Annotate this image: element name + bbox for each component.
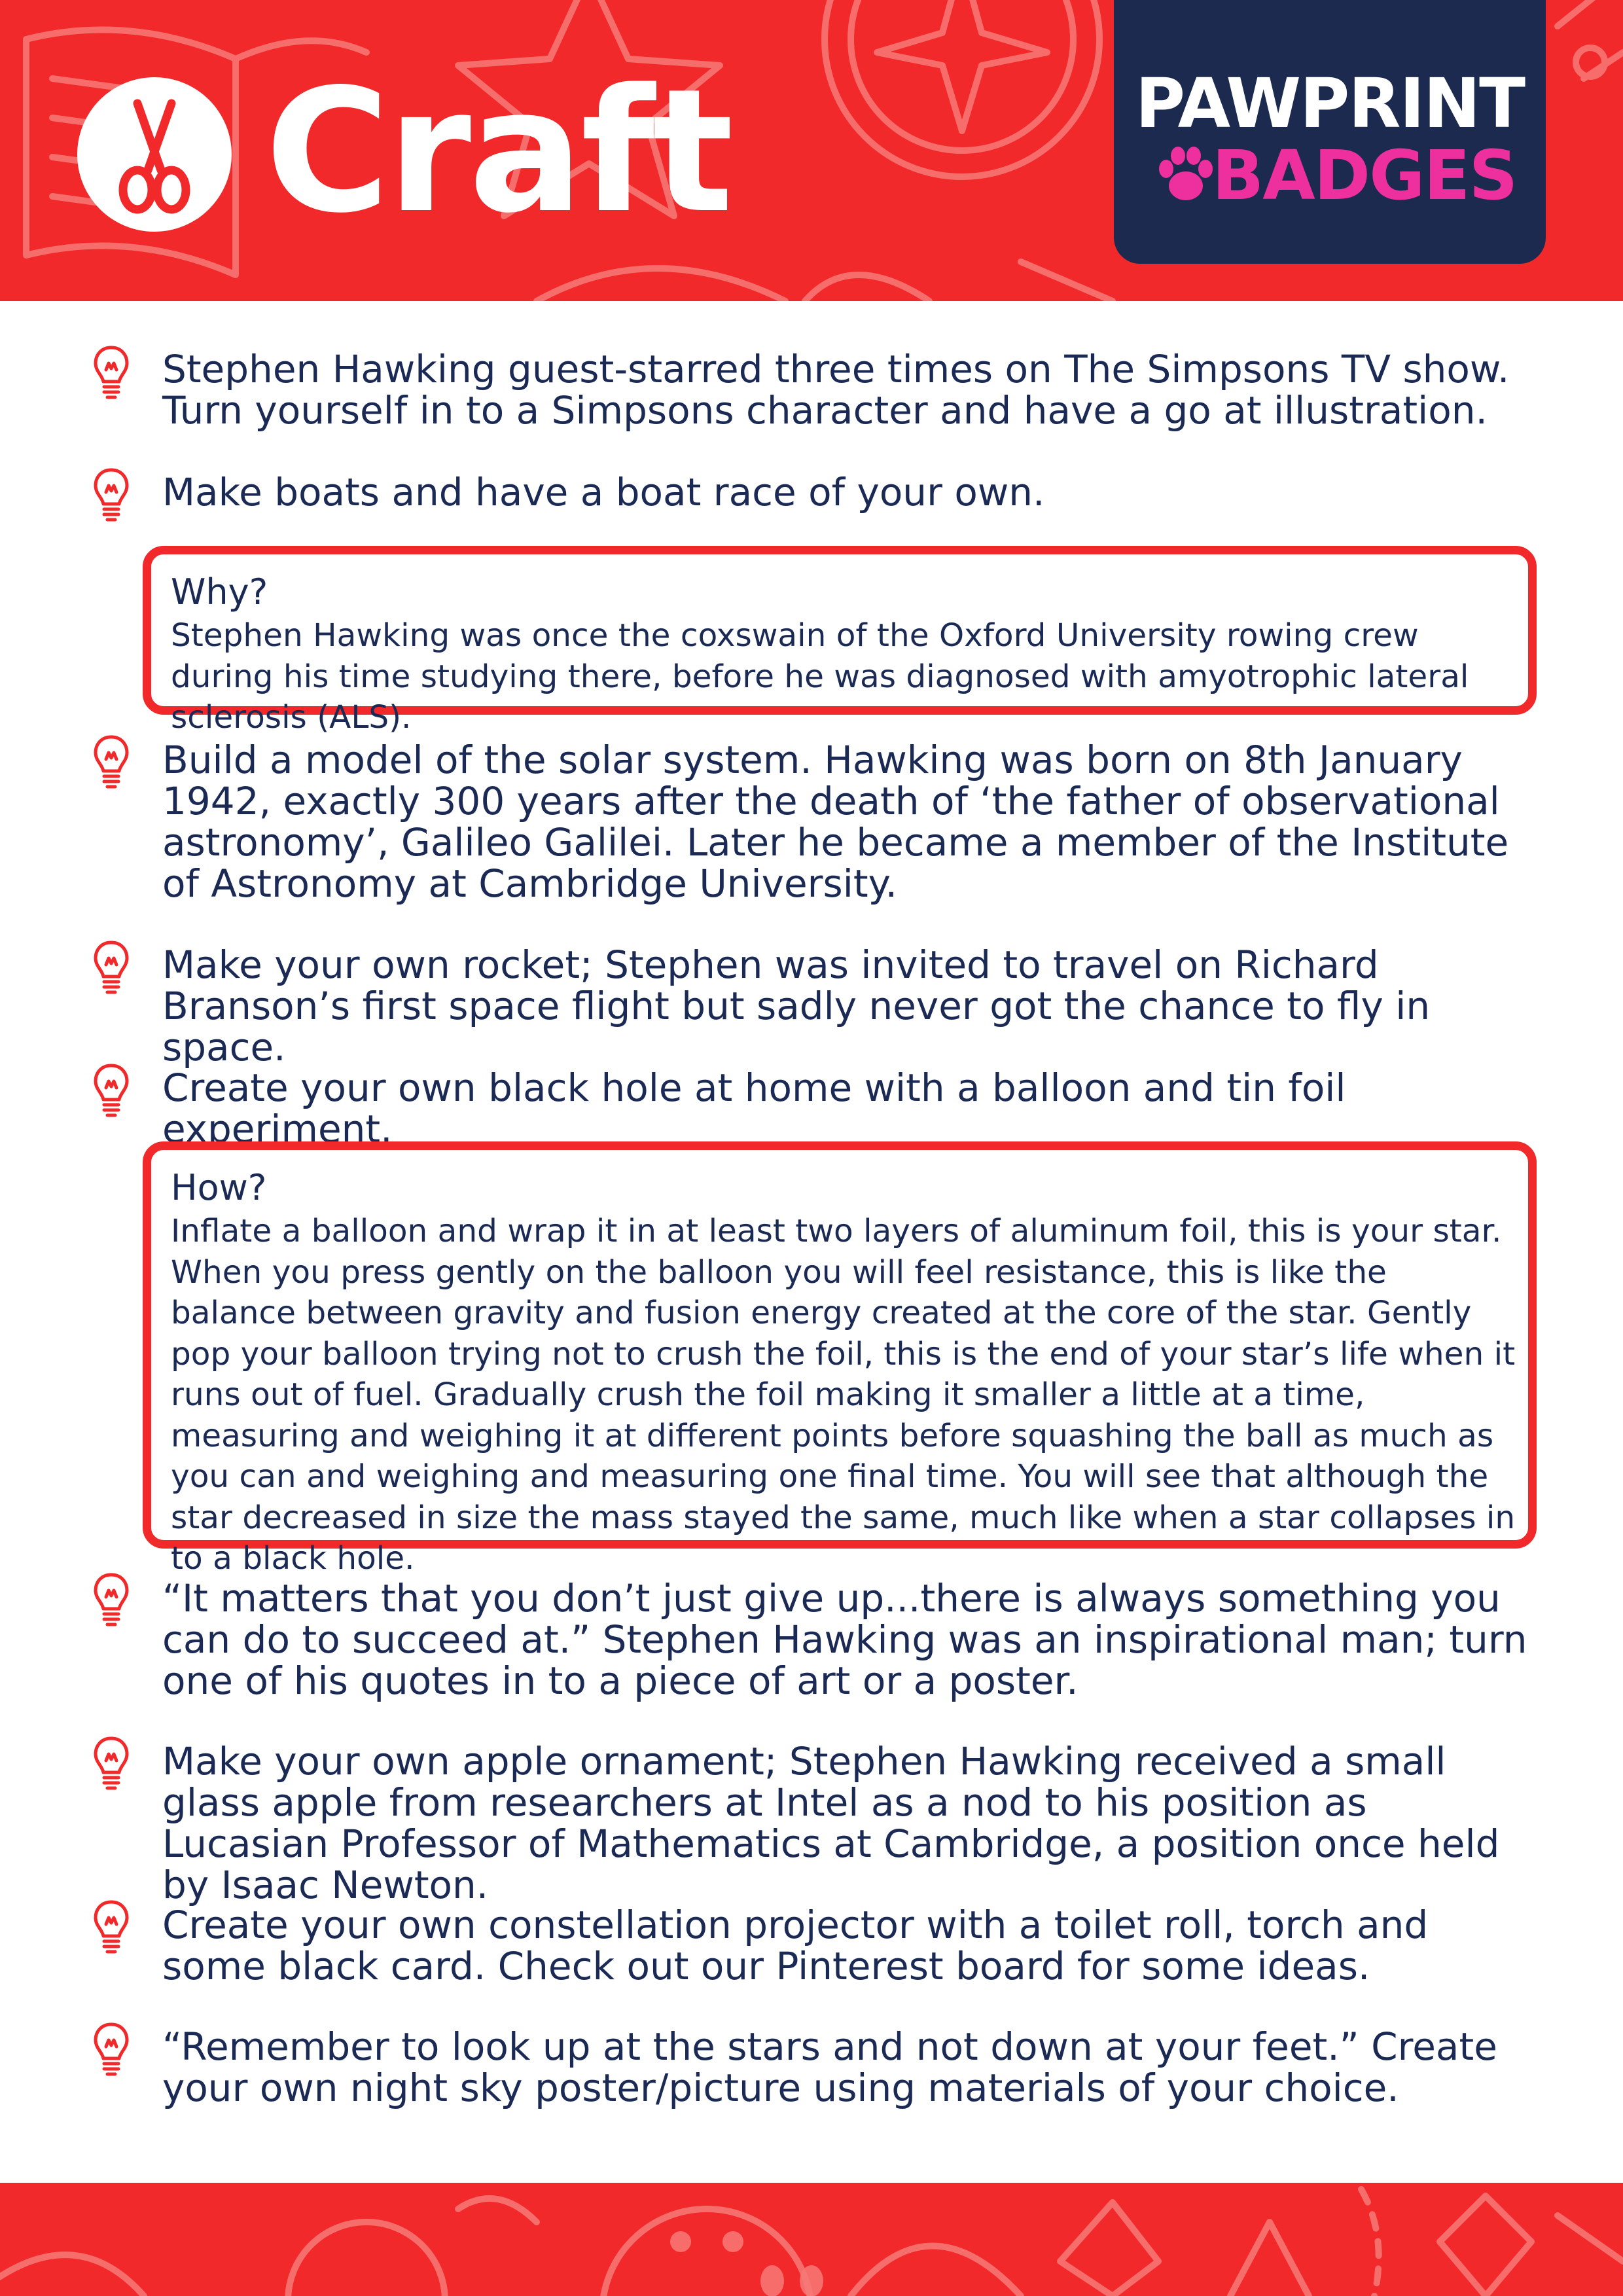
lightbulb-icon: [92, 2020, 131, 2079]
header-banner: [0, 0, 1623, 301]
craft-item-9: “Remember to look up at the stars and not down at your feet.” Create your own night sky poster/picture using materials of your choice.: [162, 2024, 1497, 2110]
lightbulb-icon: [92, 733, 131, 792]
lightbulb-icon: [92, 1571, 131, 1630]
craft-item-6: “It matters that you don’t just give up...there is always something you can do to succeed at.” Stephen Hawking was an inspirational man; turn one of his quotes in to a piece of art or a poster.: [162, 1576, 1527, 1703]
paw-icon: [1153, 145, 1219, 204]
craft-item-7: Make your own apple ornament; Stephen Hawking received a small glass apple from researchers at Intel as a nod to his position as Lucasian Professor of Mathematics at Cambridge, a position once held by Isaac Newton.: [162, 1739, 1500, 1907]
how-box: [143, 1141, 1537, 1577]
craft-item-2: Make boats and have a boat race of your own.: [162, 470, 1045, 514]
footer-banner: [0, 2183, 1623, 2296]
craft-item-3: Build a model of the solar system. Hawking was born on 8th January 1942, exactly 300 years after the death of ‘the father of observational astronomy’, Galileo Galilei. Later he became a member of the Institute of Astronomy at Cambridge University.: [162, 738, 1509, 906]
doodle-background: [0, 2183, 1623, 2296]
why-box-body: Stephen Hawking was once the coxswain of the Oxford University rowing crew during his time studying there, before he was diagnosed with amyotrophic lateral sclerosis (ALS).: [171, 617, 1469, 736]
craft-item-5: Create your own black hole at home with a balloon and tin foil experiment.: [162, 1066, 1346, 1151]
lightbulb-icon: [92, 1898, 131, 1957]
craft-item-4: Make your own rocket; Stephen was invited to travel on Richard Branson’s first space flight but sadly never got the chance to fly in space.: [162, 942, 1431, 1069]
lightbulb-icon: [92, 344, 131, 403]
craft-item-8: Create your own constellation projector with a toilet roll, torch and some black card. Check out our Pinterest board for some ideas.: [162, 1903, 1429, 1988]
lightbulb-icon: [92, 1734, 131, 1793]
craft-item-1: Stephen Hawking guest-starred three times on The Simpsons TV show. Turn yourself in to a Simpsons character and have a go at illustration.: [162, 347, 1510, 433]
lightbulb-icon: [92, 939, 131, 997]
pawprint-badges-logo: [1114, 0, 1546, 264]
why-box-title: Why?: [171, 571, 268, 613]
lightbulb-icon: [92, 466, 131, 525]
page-title: Craft: [265, 53, 731, 251]
logo-wordmark-top: PAWPRINT: [1135, 63, 1525, 143]
how-box-body: Inflate a balloon and wrap it in at least two layers of aluminum foil, this is your star. When you press gently on the balloon you will feel resistance, this is like the balance between gravity and fusion energy created at the core of the star. Gently pop your balloon trying not to crush the foil, this is the end of your star’s life when it runs out of fuel. Gradually crush the foil making it smaller a little at a time, measuring and weighing it at different points before squashing the ball as much as you can and weighing and measuring one final time. You will see that although the star decreased in size the mass stayed the same, much like when a star collapses in to a black hole.: [171, 1213, 1516, 1577]
lightbulb-icon: [92, 1062, 131, 1121]
scissors-icon-badge: [77, 77, 232, 232]
how-box-title: How?: [171, 1167, 267, 1208]
why-box: [143, 546, 1537, 736]
scissors-icon: [77, 77, 232, 232]
logo-wordmark-bottom: BADGES: [1212, 135, 1517, 215]
